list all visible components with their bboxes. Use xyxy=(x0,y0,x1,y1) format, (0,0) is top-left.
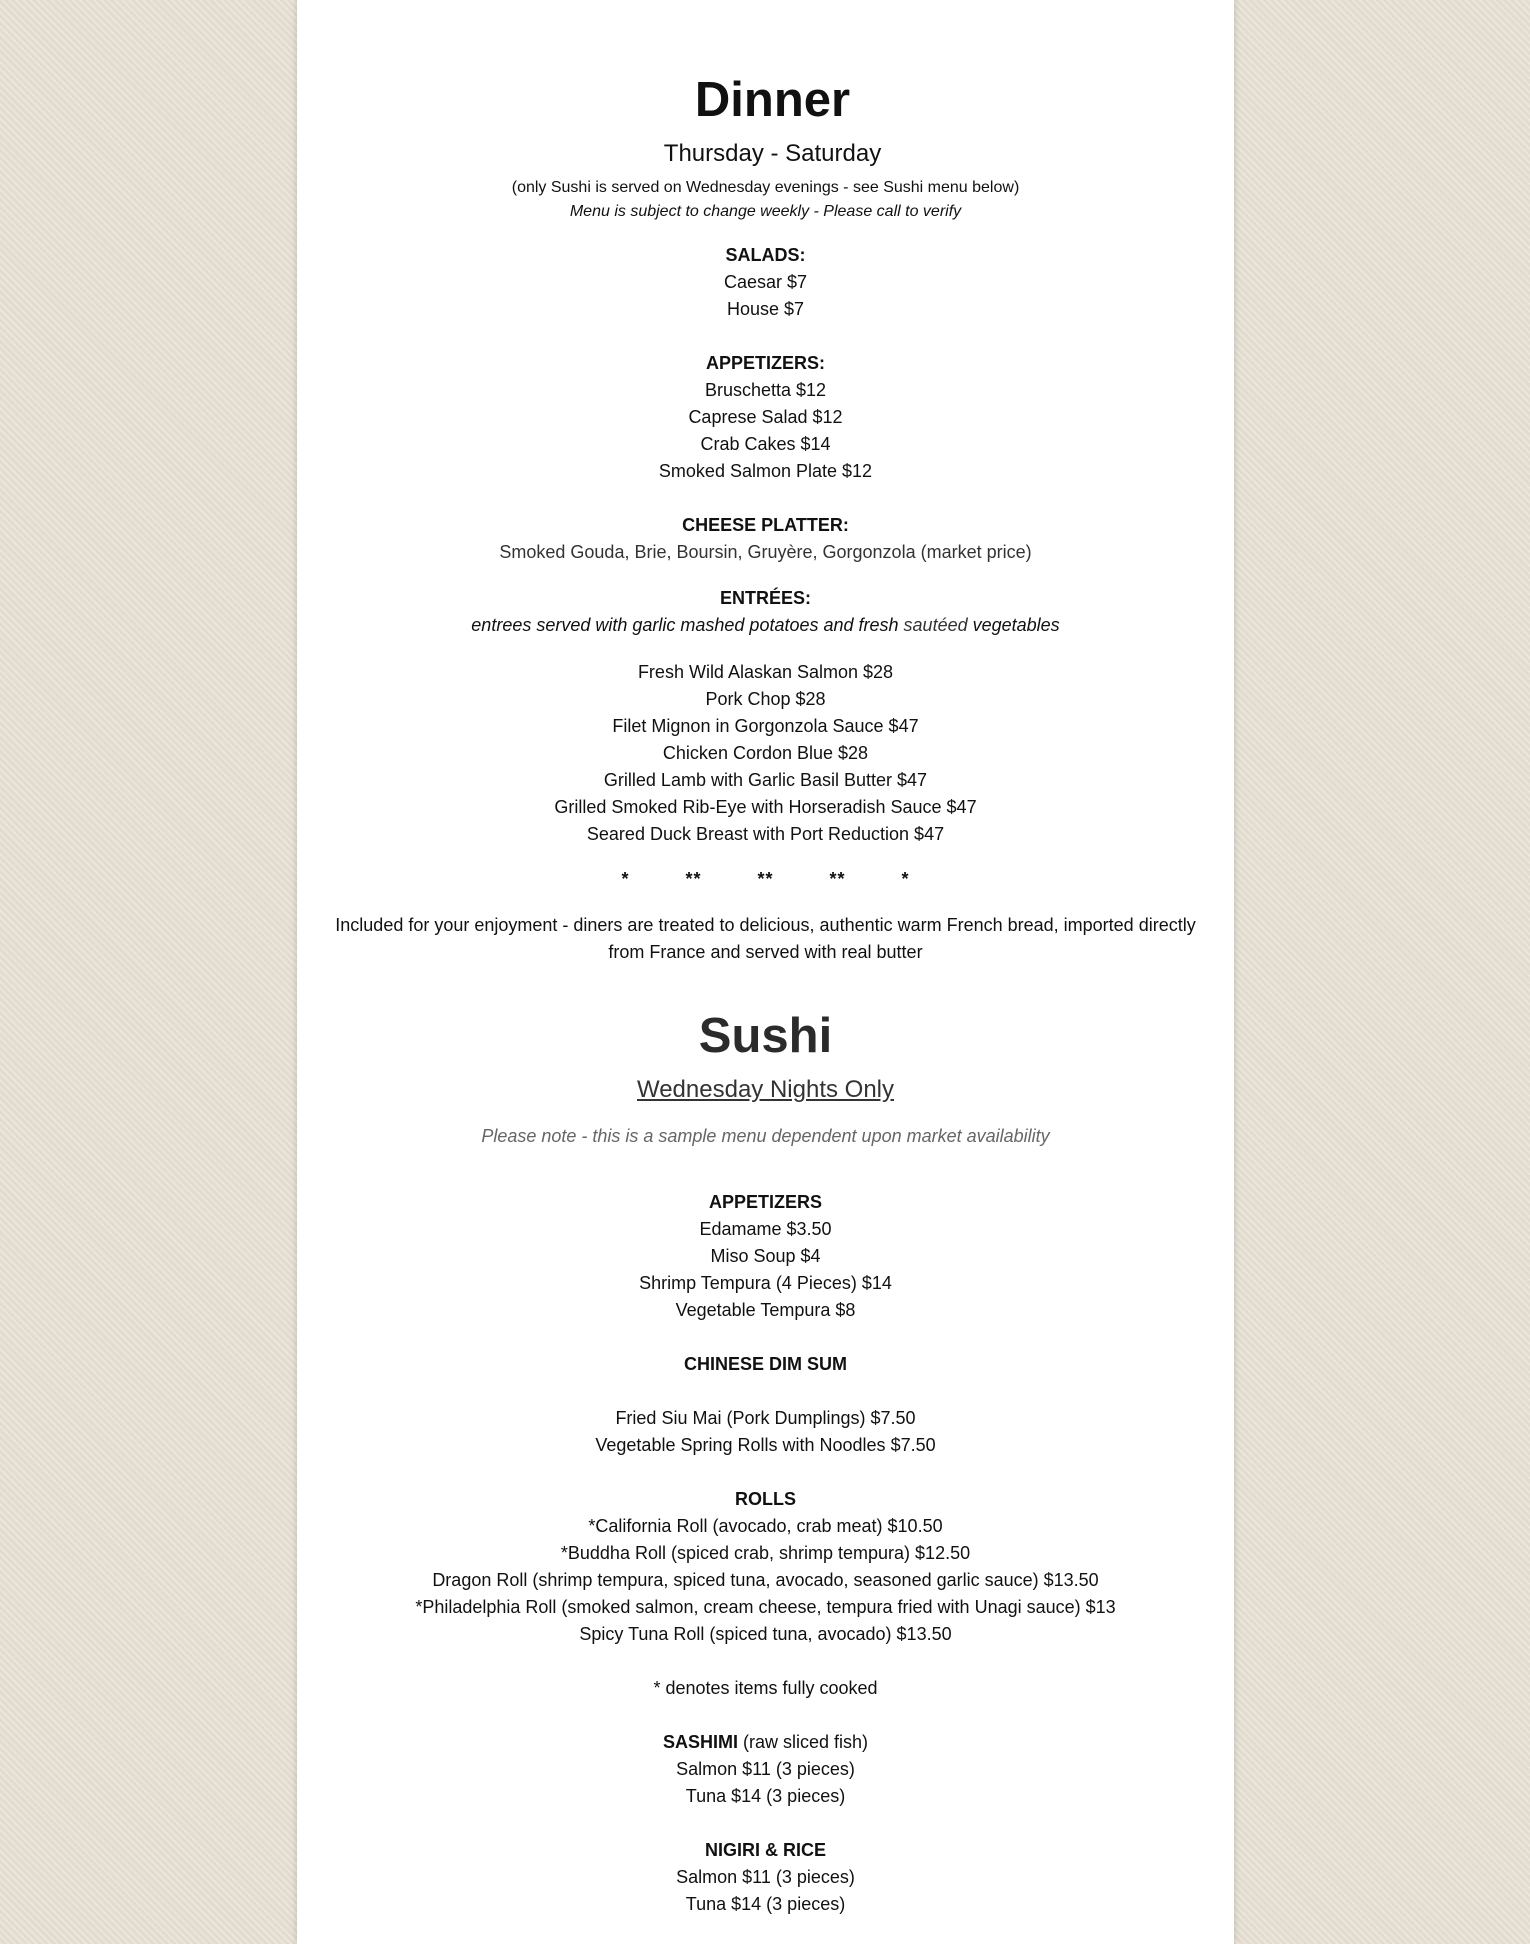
menu-item: Spicy Tuna Roll (spiced tuna, avocado) $13.50 xyxy=(579,1624,952,1644)
menu-item: Miso Soup $4 xyxy=(710,1246,821,1266)
menu-item: Seared Duck Breast with Port Reduction $47 xyxy=(586,824,945,844)
menu-item: Vegetable Tempura $8 xyxy=(675,1300,856,1320)
menu-item: Edamame $3.50 xyxy=(699,1219,832,1239)
menu-item: Crab Cakes $14 xyxy=(700,434,831,454)
included-note: Included for your enjoyment - diners are treated to delicious, authentic warm French bread, imported directly from France and served with real butter xyxy=(335,915,1196,962)
menu-item: Tuna $14 (3 pieces) xyxy=(685,1894,846,1914)
menu-item: *Buddha Roll (spiced crab, shrimp tempura) $12.50 xyxy=(560,1543,971,1563)
appetizers-section xyxy=(331,350,1200,485)
cheese-heading: CHEESE PLATTER: xyxy=(682,515,849,535)
menu-item: Caprese Salad $12 xyxy=(688,407,843,427)
entrees-note-sauteed: sautéed xyxy=(903,615,968,635)
salads-section xyxy=(331,242,1200,323)
sushi-title: Sushi xyxy=(698,1009,833,1063)
menu-item: Chicken Cordon Blue $28 xyxy=(662,743,869,763)
appetizers-heading: APPETIZERS: xyxy=(705,353,825,373)
entrees-note xyxy=(331,612,1200,639)
menu-item: Smoked Salmon Plate $12 xyxy=(658,461,873,481)
menu-item: Dragon Roll (shrimp tempura, spiced tuna, avocado, seasoned garlic sauce) $13.50 xyxy=(432,1570,1099,1590)
sushi-availability-note: Please note - this is a sample menu dependent upon market availability xyxy=(481,1126,1050,1146)
menu-change-note: Menu is subject to change weekly - Please call to verify xyxy=(569,203,962,220)
menu-item: House $7 xyxy=(726,299,805,319)
cheese-section xyxy=(331,512,1200,566)
star-divider: * ** ** ** * xyxy=(621,869,910,889)
sushi-served-note: (only Sushi is served on Wednesday evenings - see Sushi menu below) xyxy=(511,179,1020,196)
cheese-list: Smoked Gouda, Brie, Boursin, Gruyère, Gorgonzola (market price) xyxy=(499,542,1032,562)
menu-item: Pork Chop $28 xyxy=(705,689,826,709)
sashimi-heading-suffix: (raw sliced fish) xyxy=(737,1732,869,1752)
menu-item: Tuna $14 (3 pieces) xyxy=(685,1786,846,1806)
menu-item: Caesar $7 xyxy=(723,272,808,292)
rolls-section xyxy=(331,1486,1200,1648)
dinner-days: Thursday - Saturday xyxy=(663,140,882,167)
cooked-note: * denotes items fully cooked xyxy=(653,1678,878,1698)
menu-item: *California Roll (avocado, crab meat) $10.50 xyxy=(588,1516,943,1536)
entrees-note-text: entrees served with garlic mashed potatoes and fresh xyxy=(471,615,904,635)
menu-item: Grilled Smoked Rib-Eye with Horseradish Sauce $47 xyxy=(554,797,977,817)
rolls-heading: ROLLS xyxy=(735,1489,796,1509)
menu-item: Grilled Lamb with Garlic Basil Butter $47 xyxy=(603,770,928,790)
menu-page xyxy=(297,0,1234,1944)
menu-item: Salmon $11 (3 pieces) xyxy=(676,1759,855,1779)
sushi-appetizers-section xyxy=(331,1189,1200,1324)
sashimi-section xyxy=(331,1729,1200,1810)
entrees-note-text: vegetables xyxy=(967,615,1060,635)
sushi-appetizers-heading: APPETIZERS xyxy=(708,1192,823,1212)
menu-item: Vegetable Spring Rolls with Noodles $7.50 xyxy=(595,1435,936,1455)
nigiri-section xyxy=(331,1837,1200,1918)
sushi-subtitle: Wednesday Nights Only xyxy=(636,1076,894,1103)
sashimi-heading: SASHIMI xyxy=(662,1732,738,1752)
menu-item: Fresh Wild Alaskan Salmon $28 xyxy=(637,662,894,682)
menu-item: Filet Mignon in Gorgonzola Sauce $47 xyxy=(612,716,919,736)
sashimi-heading-line xyxy=(331,1729,1200,1756)
entrees-heading: ENTRÉES: xyxy=(719,588,811,608)
menu-item: Fried Siu Mai (Pork Dumplings) $7.50 xyxy=(615,1408,916,1428)
menu-item: *Philadelphia Roll (smoked salmon, cream cheese, tempura fried with Unagi sauce) $13 xyxy=(415,1597,1116,1617)
menu-item: Bruschetta $12 xyxy=(704,380,827,400)
entrees-section xyxy=(331,585,1200,848)
nigiri-heading: NIGIRI & RICE xyxy=(704,1840,826,1860)
menu-item: Salmon $11 (3 pieces) xyxy=(676,1867,855,1887)
menu-item: Shrimp Tempura (4 Pieces) $14 xyxy=(639,1273,892,1293)
salads-heading: SALADS: xyxy=(725,245,806,265)
dim-sum-heading: CHINESE DIM SUM xyxy=(683,1354,847,1374)
dim-sum-section xyxy=(331,1351,1200,1459)
cooked-note-section xyxy=(331,1675,1200,1702)
dinner-title: Dinner xyxy=(694,73,851,127)
